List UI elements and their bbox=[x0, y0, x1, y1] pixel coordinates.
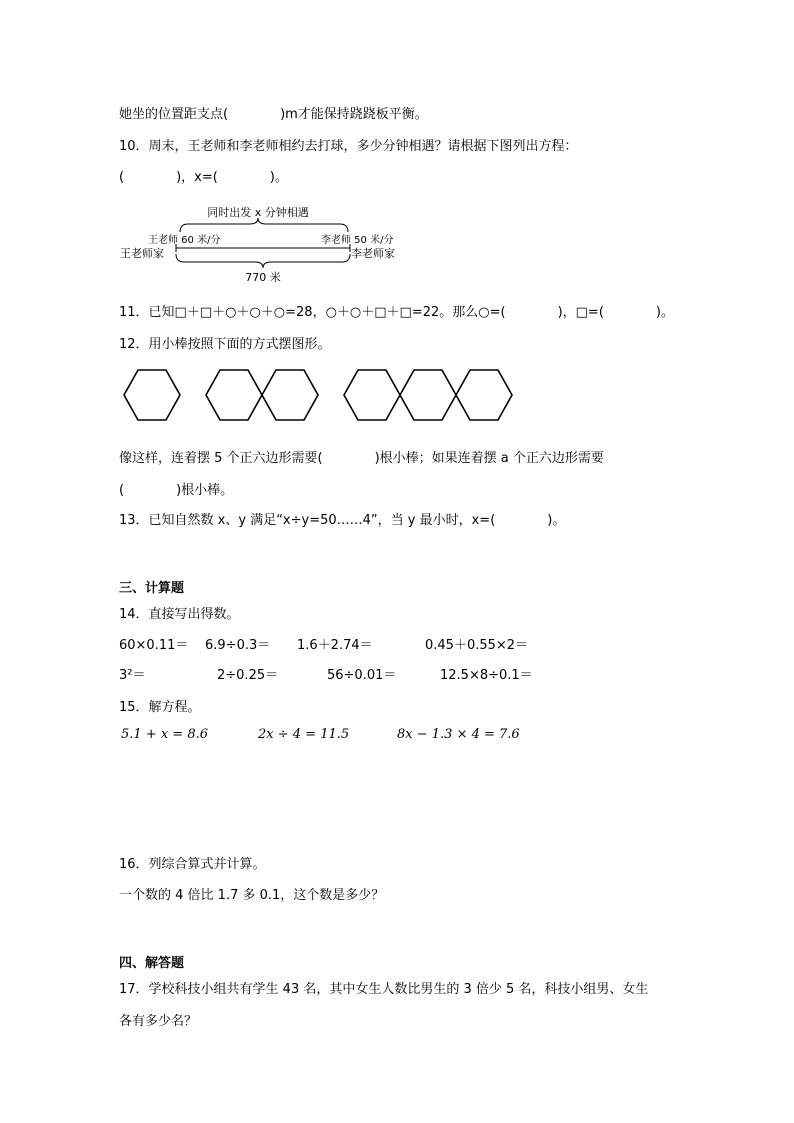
hexagon-shape bbox=[124, 370, 180, 420]
q12-line1: 像这样，连着摆 5 个正六边形需要( )根小棒；如果连着摆 a 个正六边形需要 bbox=[119, 451, 604, 466]
hexagon-shape bbox=[206, 370, 262, 420]
top-brace bbox=[180, 218, 348, 232]
q9-tail-text: 她坐的位置距支点( )m才能保持跷跷板平衡。 bbox=[119, 107, 428, 122]
q12-line2: ( )根小棒。 bbox=[119, 483, 234, 498]
hexagon-shape bbox=[262, 370, 318, 420]
hexagon-shape bbox=[400, 370, 456, 420]
equation: 8x − 1.3 × 4 = 7.6 bbox=[397, 727, 520, 742]
li-speed-label: 李老师 50 米/分 bbox=[321, 235, 394, 246]
hexagon-figures bbox=[118, 362, 523, 428]
q17-line2: 各有多少名？ bbox=[119, 1014, 198, 1029]
q14-text: 14．直接写出得数。 bbox=[119, 607, 240, 622]
section-4-heading: 四、解答题 bbox=[119, 956, 185, 971]
q11-text: 11．已知□＋□＋○＋○＋○=28，○＋○＋□＋□=22。那么○=( )，□=( )。 bbox=[119, 305, 674, 320]
hexagon-shape bbox=[344, 370, 400, 420]
q12-text: 12．用小棒按照下面的方式摆图形。 bbox=[119, 337, 331, 352]
q17-line1: 17．学校科技小组共有学生 43 名，其中女生人数比男生的 3 倍少 5 名，科技小组男、女生 bbox=[119, 982, 649, 997]
equation: 5.1 + x = 8.6 bbox=[121, 727, 208, 742]
calc-item: 56÷0.01＝ bbox=[327, 668, 397, 683]
calc-item: 60×0.11＝ bbox=[119, 638, 189, 653]
q16-text: 16．列综合算式并计算。 bbox=[119, 857, 266, 872]
q15-text: 15．解方程。 bbox=[119, 700, 201, 715]
distance-label: 770 米 bbox=[245, 271, 281, 284]
li-home-label: 李老师家 bbox=[351, 247, 395, 260]
calc-item: 2÷0.25＝ bbox=[217, 668, 279, 683]
meeting-diagram bbox=[118, 198, 408, 290]
diagram-top-label: 同时出发 x 分钟相遇 bbox=[207, 206, 309, 219]
wang-home-label: 王老师家 bbox=[120, 247, 164, 260]
calc-item: 6.9÷0.3＝ bbox=[205, 638, 271, 653]
q10-text: 10．周末，王老师和李老师相约去打球，多少分钟相遇？请根据下图列出方程： bbox=[119, 139, 578, 154]
hexagon-shape bbox=[456, 370, 512, 420]
equation: 2x ÷ 4 = 11.5 bbox=[258, 727, 350, 742]
bottom-brace bbox=[176, 254, 350, 268]
q16-problem: 一个数的 4 倍比 1.7 多 0.1，这个数是多少？ bbox=[119, 888, 385, 903]
calc-item: 12.5×8÷0.1＝ bbox=[440, 668, 533, 683]
calc-item: 1.6＋2.74＝ bbox=[297, 638, 373, 653]
section-3-heading: 三、计算题 bbox=[119, 581, 185, 596]
wang-speed-label: 王老师 60 米/分 bbox=[148, 235, 221, 246]
calc-item: 0.45＋0.55×2＝ bbox=[425, 638, 529, 653]
calc-item: 3²＝ bbox=[119, 668, 146, 683]
q13-text: 13．已知自然数 x、y 满足“x÷y=50……4”，当 y 最小时，x=( )。 bbox=[119, 513, 566, 528]
q10-answer-line: ( )，x=( )。 bbox=[119, 170, 288, 185]
